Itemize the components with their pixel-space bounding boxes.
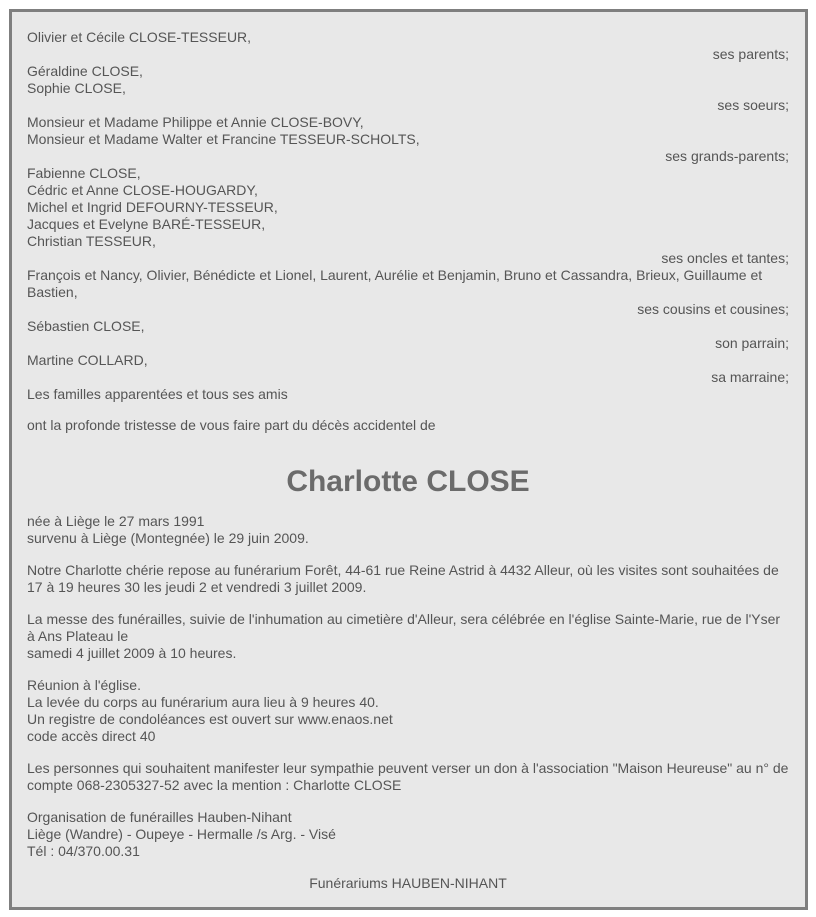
grandparents-role: ses grands-parents;: [665, 148, 789, 164]
mass-text: La messe des funérailles, suivie de l'inhumation au cimetière d'Alleur, sera célébrée en l'église Sainte-Marie, rue de l'Yser à Ans Plateau le: [27, 611, 781, 644]
grandparents-name: Monsieur et Madame Philippe et Annie CLOSE-BOVY,: [27, 114, 364, 130]
obituary-content: [27, 29, 789, 892]
access-code-line: code accès direct 40: [27, 728, 156, 744]
obituary-frame: [9, 9, 808, 910]
uncle-aunt-name: Jacques et Evelyne BARÉ-TESSEUR,: [27, 216, 266, 232]
uncle-aunt-name: Michel et Ingrid DEFOURNY-TESSEUR,: [27, 199, 278, 215]
godfather-role: son parrain;: [715, 335, 789, 351]
footer-signature: Funérariums HAUBEN-NIHANT: [309, 875, 507, 891]
meeting-line: La levée du corps au funérarium aura lieu à 9 heures 40.: [27, 694, 379, 710]
meeting-line: Réunion à l'église.: [27, 677, 141, 693]
parents-name: Olivier et Cécile CLOSE-TESSEUR,: [27, 29, 252, 45]
condolence-register-line: Un registre de condoléances est ouvert sur www.enaos.net: [27, 711, 393, 727]
godfather-name: Sébastien CLOSE,: [27, 318, 145, 334]
families-line: Les familles apparentées et tous ses amis: [27, 386, 288, 402]
godmother-role: sa marraine;: [711, 369, 789, 385]
dates-block: [27, 513, 789, 547]
cousins-role: ses cousins et cousines;: [637, 301, 789, 317]
mass-paragraph: [27, 611, 789, 662]
organisation-line: Liège (Wandre) - Oupeye - Hermalle /s Arg. - Visé: [27, 826, 336, 842]
phone-line: Tél : 04/370.00.31: [27, 843, 140, 859]
uncle-aunt-name: Fabienne CLOSE,: [27, 165, 141, 181]
birth-line: née à Liège le 27 mars 1991: [27, 513, 205, 529]
organisation-line: Organisation de funérailles Hauben-Nihant: [27, 809, 292, 825]
uncles-aunts-role: ses oncles et tantes;: [661, 250, 789, 266]
uncle-aunt-name: Cédric et Anne CLOSE-HOUGARDY,: [27, 182, 258, 198]
visitation-paragraph: Notre Charlotte chérie repose au funérarium Forêt, 44-61 rue Reine Astrid à 4432 Alleur, où les visites sont souhaitées de 17 à 19 heures 30 les jeudi 2 et vendredi 3 juillet 2009.: [27, 562, 779, 595]
cousins-names: François et Nancy, Olivier, Bénédicte et Lionel, Laurent, Aurélie et Benjamin, Bruno et Cassandra, Brieux, Guillaume et Bastien,: [27, 267, 763, 300]
meeting-paragraph: [27, 677, 789, 745]
announcement-line: ont la profonde tristesse de vous faire part du décès accidentel de: [27, 417, 436, 433]
parents-role: ses parents;: [712, 46, 789, 62]
organisation-block: [27, 809, 789, 860]
sister-name: Géraldine CLOSE,: [27, 63, 143, 79]
deceased-name: Charlotte CLOSE: [286, 465, 530, 498]
sister-name: Sophie CLOSE,: [27, 80, 126, 96]
grandparents-name: Monsieur et Madame Walter et Francine TESSEUR-SCHOLTS,: [27, 131, 420, 147]
sisters-role: ses soeurs;: [717, 97, 789, 113]
uncle-aunt-name: Christian TESSEUR,: [27, 233, 156, 249]
godmother-name: Martine COLLARD,: [27, 352, 148, 368]
mass-date: samedi 4 juillet 2009 à 10 heures.: [27, 645, 237, 661]
donation-paragraph: Les personnes qui souhaitent manifester leur sympathie peuvent verser un don à l'association "Maison Heureuse" au n° de compte 068-2305327-52 avec la mention : Charlotte CLOSE: [27, 760, 789, 793]
death-line: survenu à Liège (Montegnée) le 29 juin 2009.: [27, 530, 309, 546]
